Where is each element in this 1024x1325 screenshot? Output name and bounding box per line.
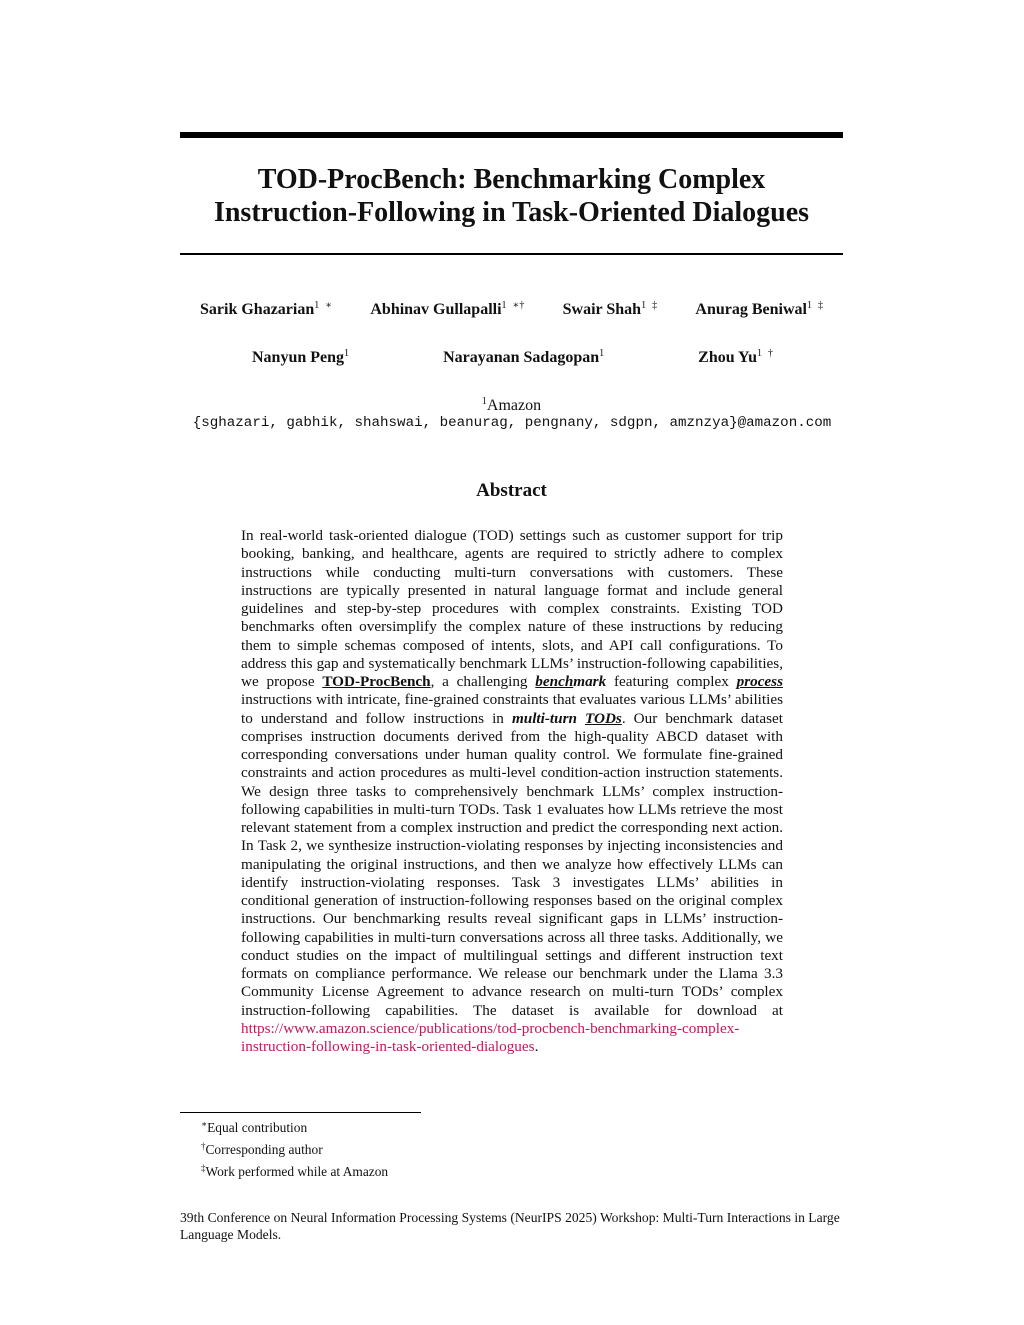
footnote-equal-contribution: ∗Equal contribution xyxy=(201,1119,308,1135)
title-top-rule xyxy=(180,132,843,138)
authors-row-2 xyxy=(180,348,843,367)
title-line-1: TOD-ProcBench: Benchmarking Complex xyxy=(257,164,766,195)
author-emails: {sghazari, gabhik, shahswai, beanurag, pengnany, sdgpn, amznzya}@amazon.com xyxy=(192,415,832,431)
title-line-2: Instruction-Following in Task-Oriented Dialogues xyxy=(213,197,810,228)
author-sarik-ghazarian: Sarik Ghazarian$^{1 ∗}$ xyxy=(200,300,333,318)
dataset-link[interactable]: https://www.amazon.science/publications/tod-procbench-benchmarking-complex-instruction-following-in-task-oriented-dialogues xyxy=(241,1019,740,1055)
authors-row-1 xyxy=(180,300,843,319)
author-narayanan-sadagopan: Narayanan Sadagopan$^1$ xyxy=(443,348,605,366)
abstract-heading: Abstract xyxy=(476,480,547,501)
affiliation: $^1$Amazon xyxy=(481,396,542,414)
title-bottom-rule xyxy=(180,253,843,255)
footnote-amazon-work: ‡Work performed while at Amazon xyxy=(201,1163,389,1179)
author-abhinav-gullapalli: Abhinav Gullapalli$^{1 ∗\dagger}$ xyxy=(370,300,525,318)
author-nanyun-peng: Nanyun Peng$^1$ xyxy=(252,348,350,366)
author-anurag-beniwal: Anurag Beniwal$^{1 \ddagger}$ xyxy=(695,300,823,318)
footnotes xyxy=(201,1115,388,1181)
benchmark-name: TOD-ProcBench xyxy=(322,673,431,690)
paper-title xyxy=(180,163,843,229)
footnote-corresponding-author: †Corresponding author xyxy=(201,1141,323,1157)
footnote-rule xyxy=(180,1112,421,1113)
abstract-body: In real-world task-oriented dialogue (TOD) settings such as customer support for trip booking, banking, and healthcare, agents are required to strictly adhere to complex instructions while conducting multi-turn conversations with customers. These instructions are typically presented in natural language format and include general guidelines and step-by-step procedures with complex constraints. Existing TOD benchmarks often oversimplify the complex nature of these instructions by reducing them to simple schemas composed of intents, slots, and API call configurations. To address this gap and systematically benchmark LLMs’ instruction-following capabilities, we propose TOD-ProcBench, a challenging benchmark featuring complex process instructions with intricate, fine-grained constraints that evaluates various LLMs’ abilities to understand and follow instructions in multi-turn TODs. Our benchmark dataset comprises instruction documents derived from the high-quality ABCD dataset with corresponding conversations under human quality control. We formulate fine-grained constraints and action procedures as multi-level condition-action instruction statements. We design three tasks to comprehensively benchmark LLMs’ complex instruction-following capabilities in multi-turn TODs. Task 1 evaluates how LLMs retrieve the most relevant statement from a complex instruction and predict the corresponding next action. In Task 2, we synthesize instruction-violating responses by injecting inconsistencies and manipulating the original instructions, and then we analyze how effectively LLMs can identify instruction-violating responses. Task 3 investigates LLMs’ abilities in conditional generation of instruction-following responses based on the original complex instructions. Our benchmarking results reveal significant gaps in LLMs’ instruction-following capabilities in multi-turn conversations across all three tasks. Additionally, we conduct studies on the impact of multilingual settings and different instruction text formats on compliance performance. We release our benchmark under the Llama 3.3 Community License Agreement to advance research on multi-turn TODs’ complex instruction-following capabilities. The dataset is available for download at https://www.amazon.science/publications/tod-procbench-benchmarking-complex-instruction-following-in-task-oriented-dialogues. xyxy=(241,527,784,1055)
author-swair-shah: Swair Shah$^{1 \ddagger}$ xyxy=(562,300,658,318)
author-zhou-yu: Zhou $Yu^{1 \dagger}$ xyxy=(698,348,773,366)
venue-note: 39th Conference on Neural Information Processing Systems (NeurIPS 2025) Workshop: Multi-Turn Interactions in Large Language Models. xyxy=(180,1210,840,1242)
